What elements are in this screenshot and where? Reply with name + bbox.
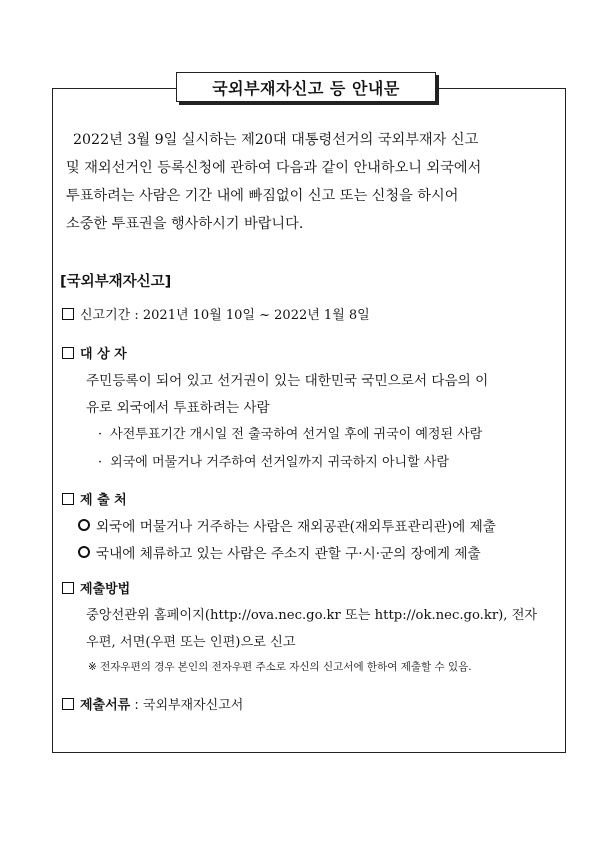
circle-bullet-icon	[78, 519, 90, 531]
method-note: ※ 전자우편의 경우 본인의 전자우편 주소로 자신의 신고서에 한하여 제출할 수 있음.	[88, 661, 472, 673]
circle-bullet-icon	[78, 546, 90, 558]
submit-to-item: 국내에 체류하고 있는 사람은 주소지 관할 구·시·군의 장에게 제출	[78, 542, 481, 562]
eligibility-text: 유로 외국에서 투표하려는 사람	[86, 400, 270, 416]
intro-line: 및 재외선거인 등록신청에 관하여 다음과 같이 안내하오니 외국에서	[66, 160, 482, 176]
eligibility-text: 주민등록이 되어 있고 선거권이 있는 대한민국 국민으로서 다음의 이	[86, 373, 489, 389]
submit-to-item: 외국에 머물거나 거주하는 사람은 재외공관(재외투표관리관)에 제출	[78, 515, 496, 535]
submit-to-row	[62, 489, 127, 508]
submit-to-label: 제 출 처	[80, 493, 127, 508]
checkbox-icon	[62, 582, 74, 594]
checkbox-icon	[62, 698, 74, 710]
eligibility-bullet: · 사전투표기간 개시일 전 출국하여 선거일 후에 귀국이 예정된 사람	[98, 427, 483, 442]
documents-row	[62, 694, 243, 713]
method-text: 중앙선관위 홈페이지(http://ova.nec.go.kr 또는 http://ok.nec.go.kr), 전자	[86, 608, 538, 623]
documents-label: 제출서류	[80, 698, 131, 713]
period-label: 신고기간	[80, 308, 131, 323]
eligibility-row	[62, 343, 127, 362]
intro-line: 2022년 3월 9일 실시하는 제20대 대통령선거의 국외부재자 신고	[73, 132, 479, 148]
checkbox-icon	[62, 308, 74, 320]
intro-line: 소중한 투표권을 행사하시기 바랍니다.	[66, 216, 304, 232]
checkbox-icon	[62, 493, 74, 505]
period-value: : 2021년 10월 10일 ~ 2022년 1월 8일	[134, 308, 370, 323]
period-row	[62, 304, 370, 323]
section-title: [국외부재자신고]	[60, 274, 172, 290]
checkbox-icon	[62, 347, 74, 359]
bullet-icon: ·	[98, 427, 103, 442]
intro-line: 투표하려는 사람은 기간 내에 빠짐없이 신고 또는 신청을 하시어	[66, 188, 459, 204]
method-label: 제출방법	[80, 582, 131, 597]
documents-value: : 국외부재자신고서	[134, 698, 244, 713]
eligibility-label: 대 상 자	[80, 347, 127, 362]
page-title: 국외부재자신고 등 안내문	[176, 72, 436, 102]
method-text: 우편, 서면(우편 또는 인편)으로 신고	[86, 635, 296, 650]
eligibility-bullet: · 외국에 머물거나 거주하여 선거일까지 귀국하지 아니할 사람	[98, 455, 449, 470]
bullet-icon: ·	[98, 455, 103, 470]
intro-paragraph	[66, 126, 560, 238]
method-row	[62, 578, 130, 597]
